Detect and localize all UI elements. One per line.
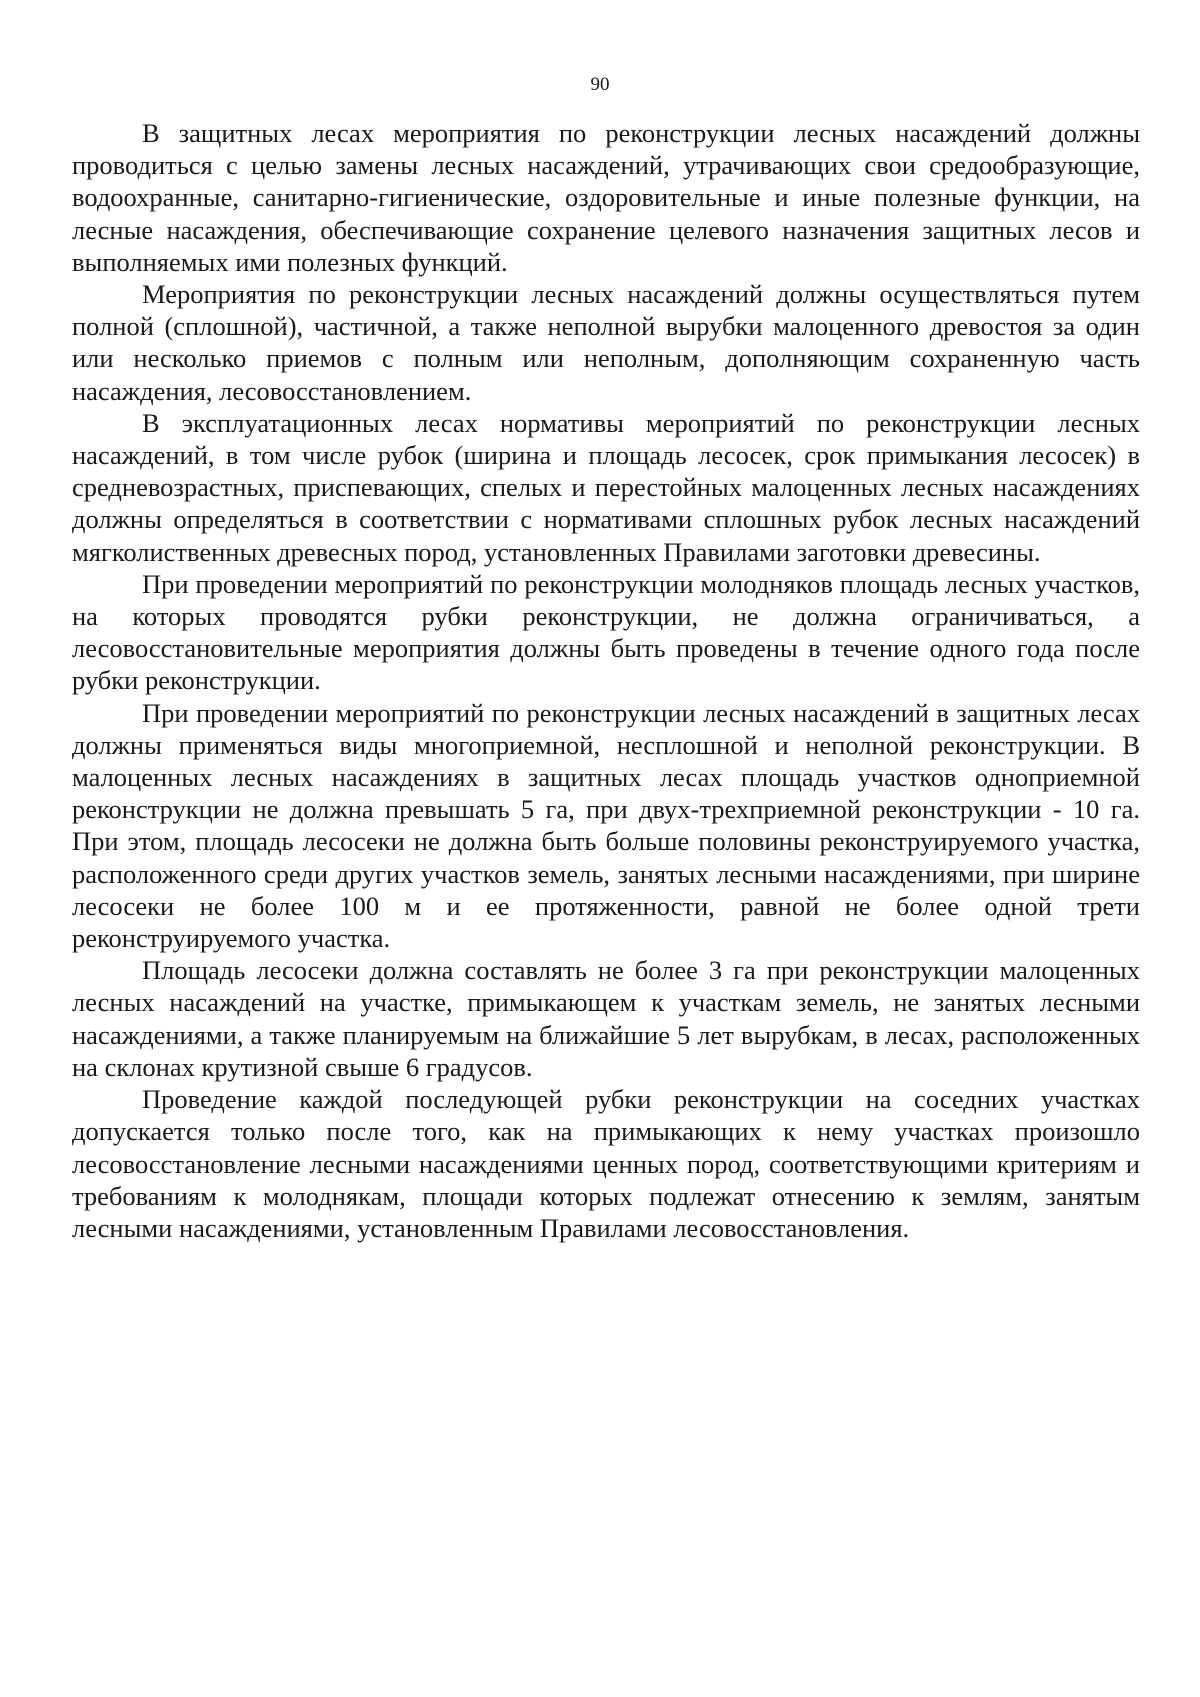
paragraph-cutting-area-limit: Площадь лесосеки должна составлять не более 3 га при реконструкции малоценных лесных насаждений на участке, примыкающем к участкам земель, не занятых лесными насаждениями, а также планируемым на ближайшие 5 лет вырубкам, в лесах, расположенных на склонах крутизной свыше 6 градусов.: [72, 955, 1140, 1082]
paragraph-protective-area-limits: При проведении мероприятий по реконструкции лесных насаждений в защитных лесах должны применяться виды многоприемной, несплошной и неполной реконструкции. В малоценных лесных насаждениях в защитных лесах площадь участков одноприемной реконструкции не должна превышать 5 га, при двух-трехприемной реконструкции - 10 га. При этом, площадь лесосеки не должна быть больше половины реконструируемого участка, расположенного среди других участков земель, занятых лесными насаждениями, при ширине лесосеки не более 100 м и ее протяженности, равной не более одной трети реконструируемого участка.: [72, 697, 1140, 954]
paragraph-exploitation-forests: В эксплуатационных лесах нормативы мероприятий по реконструкции лесных насаждений, в том числе рубок (ширина и площадь лесосек, срок примыкания лесосек) в средневозрастных, приспевающих, спелых и перестойных малоценных лесных насаждениях должны определяться в соответствии с нормативами сплошных рубок лесных насаждений мягколиственных древесных пород, установленных Правилами заготовки древесины.: [72, 407, 1140, 567]
paragraph-reconstruction-methods: Мероприятия по реконструкции лесных насаждений должны осуществляться путем полной (сплошной), частичной, а также неполной вырубки малоценного древостоя за один или несколько приемов с полным или неполным, дополняющим сохраненную часть насаждения, лесовосстановлением.: [72, 279, 1140, 406]
document-body: [72, 117, 1140, 1244]
paragraph-protective-forests: В защитных лесах мероприятия по реконструкции лесных насаждений должны проводиться с целью замены лесных насаждений, утрачивающих свои средообразующие, водоохранные, санитарно-гигиенические, оздоровительные и иные полезные функции, на лесные насаждения, обеспечивающие сохранение целевого назначения защитных лесов и выполняемых ими полезных функций.: [72, 118, 1140, 277]
paragraph-subsequent-cutting: Проведение каждой последующей рубки реконструкции на соседних участках допускается только после того, как на примыкающих к нему участках произошло лесовосстановление лесными насаждениями ценных пород, соответствующими критериям и требованиям к молоднякам, площади которых подлежат отнесению к землям, занятым лесными насаждениями, установленным Правилами лесовосстановления.: [72, 1084, 1140, 1243]
page-number: 90: [590, 74, 610, 95]
paragraph-young-stands: При проведении мероприятий по реконструкции молодняков площадь лесных участков, на которых проводятся рубки реконструкции, не должна ограничиваться, а лесовосстановительные мероприятия должны быть проведены в течение одного года после рубки реконструкции.: [72, 568, 1140, 696]
